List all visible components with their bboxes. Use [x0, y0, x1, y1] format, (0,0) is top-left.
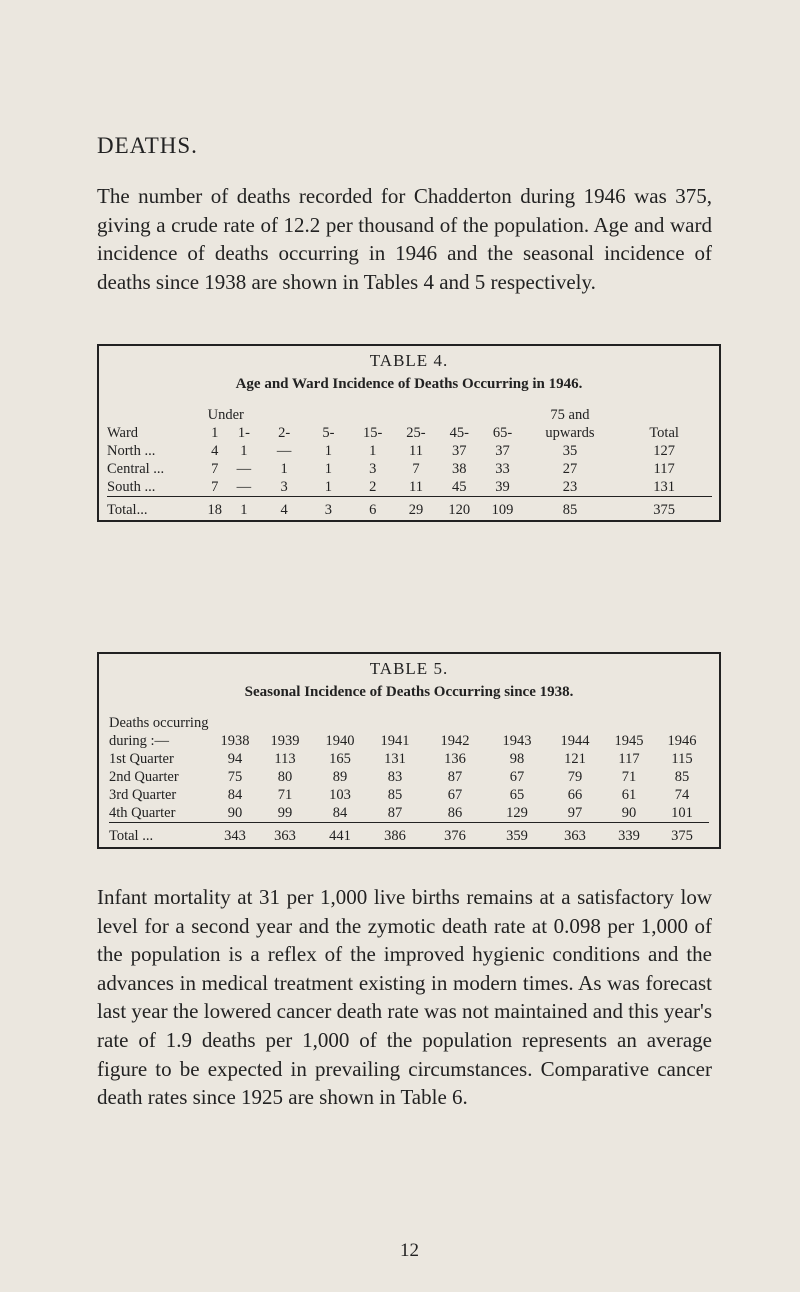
table-4-total-cell: 18: [204, 497, 226, 521]
table-5-grid: [109, 714, 709, 846]
table-5-cell: 90: [227, 804, 243, 821]
table-4-header-cell: 1: [211, 424, 219, 441]
table-5-cell: 80: [277, 768, 293, 785]
table-5-cell: 94: [227, 750, 243, 767]
table-4-grid: [107, 406, 712, 520]
table-4-cell: —: [236, 478, 252, 495]
table-5-cell: 74: [674, 786, 690, 803]
table-5-subtitle: Seasonal Incidence of Deaths Occurring since 1938.: [244, 684, 574, 700]
table-5-header-top: [109, 714, 709, 732]
table-5-total-cell: 363: [257, 823, 313, 847]
table-4-header: [107, 424, 712, 442]
table-5-cell: 136: [444, 750, 466, 767]
table-5-cell: 84: [332, 804, 348, 821]
table-5-cell: 66: [567, 786, 583, 803]
table-4-cell: 4: [211, 442, 219, 459]
table-4-header-cell: 2-: [278, 424, 291, 441]
table-4-cell: North ...: [107, 442, 156, 459]
table-4-header-cell: 5-: [322, 424, 335, 441]
table-4-cell: 1: [240, 442, 248, 459]
table-4-cell: Central ...: [107, 460, 165, 477]
table-5-total-cell: 441: [313, 823, 367, 847]
page-heading: DEATHS.: [97, 133, 198, 158]
table-4-cell: —: [276, 442, 292, 459]
table-5-total-row: [109, 823, 709, 847]
table-4-cell: 7: [211, 460, 219, 477]
table-5-total-cell: 359: [487, 823, 547, 847]
table-5-cell: 115: [671, 750, 693, 767]
table-5-cell: 65: [509, 786, 525, 803]
table-4-header-cell: 1-: [237, 424, 250, 441]
table-row: [109, 768, 709, 786]
table-5-cell: 61: [621, 786, 637, 803]
table-5-cell: 85: [674, 768, 690, 785]
table-5-title: TABLE 5.: [369, 659, 449, 678]
table-4-cell: 33: [495, 460, 510, 477]
table-5-cell: 90: [621, 804, 637, 821]
table-5-header-cell: 1939: [270, 732, 300, 749]
table-4-header-cell: Total: [649, 424, 679, 441]
table-4-cell: 45: [452, 478, 467, 495]
table-4-header-cell: Ward: [107, 424, 139, 441]
table-4-total-cell: 29: [395, 497, 437, 521]
table-5-cell: 99: [277, 804, 293, 821]
table-4-total-cell: 1: [226, 497, 262, 521]
table-5-cell: 121: [564, 750, 586, 767]
table-5-cell: 129: [506, 804, 528, 821]
table-4-subtitle: Age and Ward Incidence of Deaths Occurring in 1946.: [235, 376, 583, 392]
table-5-header-cell: 1942: [440, 732, 470, 749]
table-4-total-cell: 6: [351, 497, 395, 521]
table-4-total-cell: 4: [262, 497, 306, 521]
table-5-total-cell: 339: [603, 823, 655, 847]
table-5-cell: 97: [567, 804, 583, 821]
table-4-total-cell: 120: [437, 497, 481, 521]
header-75-and: 75 and: [550, 406, 590, 423]
table-4-cell: 1: [324, 478, 333, 495]
table-5-cell: 71: [621, 768, 637, 785]
table-row: [107, 478, 712, 497]
table-4-cell: 2: [369, 478, 377, 495]
table-5-header-cell: during :—: [109, 732, 170, 749]
table-4-total-cell: 3: [306, 497, 350, 521]
table-4-cell: 27: [562, 460, 578, 477]
table-4-cell: 1: [324, 460, 333, 477]
table-4-total-cell: Total...: [107, 497, 204, 521]
table-4-total-cell: 85: [524, 497, 617, 521]
table-4-header-cell: 25-: [406, 424, 426, 441]
table-4-header-top: [107, 406, 712, 424]
table-row: [107, 442, 712, 460]
table-5-cell: 4th Quarter: [109, 804, 176, 821]
table-4-cell: 117: [653, 460, 675, 477]
table-5-total-cell: 343: [213, 823, 257, 847]
table-4-cell: 7: [412, 460, 420, 477]
table-5-header: [109, 732, 709, 750]
table-5-header-cell: 1946: [667, 732, 697, 749]
table-row: [109, 786, 709, 804]
table-5-cell: 84: [227, 786, 243, 803]
table-5-cell: 75: [227, 768, 243, 785]
table-4-title: TABLE 4.: [369, 351, 449, 370]
table-5-cell: 117: [618, 750, 640, 767]
table-4-cell: 3: [369, 460, 377, 477]
table-5-cell: 3rd Quarter: [109, 786, 177, 803]
table-4-total-cell: 109: [481, 497, 523, 521]
header-deaths-occurring: Deaths occurring: [109, 714, 209, 731]
table-5-total-cell: Total ...: [109, 823, 213, 847]
table-5-cell: 85: [387, 786, 403, 803]
table-5-cell: 67: [509, 768, 525, 785]
table-5-header-cell: 1941: [380, 732, 410, 749]
table-5-header-cell: 1945: [614, 732, 644, 749]
table-4-cell: 1: [324, 442, 333, 459]
table-4-cell: 127: [653, 442, 675, 459]
table-4-cell: 131: [653, 478, 675, 495]
table-4-header-cell: 65-: [492, 424, 513, 441]
table-5-cell: 71: [277, 786, 293, 803]
table-row: [107, 460, 712, 478]
table-4-header-cell: upwards: [545, 424, 595, 441]
table-5: [97, 652, 721, 849]
intro-paragraph: The number of deaths recorded for Chadderton during 1946 was 375, giving a crude rate of 12.2 per thousand of the population. Age and ward incidence of deaths occurring in 1946 and the seasonal incidence of deaths since 1938 are shown in Tables 4 and 5 respectively.: [97, 184, 712, 294]
table-5-cell: 86: [447, 804, 463, 821]
table-5-header-cell: 1938: [220, 732, 250, 749]
table-5-cell: 1st Quarter: [109, 750, 174, 767]
table-5-cell: 79: [567, 768, 583, 785]
table-4-cell: 23: [562, 478, 578, 495]
table-4-cell: 35: [562, 442, 578, 459]
table-4-cell: —: [236, 460, 252, 477]
table-4-cell: 11: [408, 478, 423, 495]
table-4-header-cell: 15-: [363, 424, 383, 441]
table-4-cell: South ...: [107, 478, 156, 495]
table-5-cell: 89: [332, 768, 348, 785]
table-4-cell: 1: [280, 460, 288, 477]
table-5-total-cell: 363: [547, 823, 603, 847]
table-5-cell: 67: [447, 786, 463, 803]
table-5-cell: 101: [671, 804, 693, 821]
table-4-cell: 1: [369, 442, 377, 459]
page-number: 12: [400, 1240, 419, 1261]
table-5-cell: 83: [387, 768, 403, 785]
table-4-cell: 38: [452, 460, 467, 477]
table-4-cell: 37: [452, 442, 467, 459]
table-4-cell: 39: [495, 478, 510, 495]
table-5-header-cell: 1943: [502, 732, 532, 749]
table-4-cell: 11: [408, 442, 423, 459]
table-5-cell: 2nd Quarter: [109, 768, 179, 785]
table-4-cell: 7: [211, 478, 219, 495]
table-5-total-cell: 386: [367, 823, 423, 847]
table-4-cell: 3: [280, 478, 288, 495]
table-5-cell: 98: [509, 750, 525, 767]
table-5-header-cell: 1944: [560, 732, 590, 749]
table-5-cell: 165: [329, 750, 351, 767]
table-row: [109, 750, 709, 768]
table-4: [97, 344, 721, 522]
table-5-cell: 87: [447, 768, 463, 785]
header-under: Under: [207, 406, 244, 423]
table-5-cell: 103: [329, 786, 351, 803]
table-5-cell: 131: [384, 750, 406, 767]
table-4-total-cell: 375: [616, 497, 712, 521]
table-4-cell: 37: [495, 442, 510, 459]
table-5-total-cell: 376: [423, 823, 487, 847]
table-5-header-cell: 1940: [325, 732, 355, 749]
table-row: [109, 804, 709, 823]
closing-paragraph: Infant mortality at 31 per 1,000 live births remains at a satisfactory low level for a second year and the zymotic death rate at 0.098 per 1,000 of the population is a reflex of the improved hygienic conditions and the advances in medical treatment existing in modern times. As was forecast last year the lowered cancer death rate was not maintained and this year's rate of 1.9 deaths per 1,000 of the population represents an average figure to be expected in prevailing circumstances. Comparative cancer death rates since 1925 are shown in Table 6.: [97, 885, 712, 1110]
table-5-total-cell: 375: [655, 823, 709, 847]
table-5-cell: 87: [387, 804, 403, 821]
table-4-header-cell: 45-: [449, 424, 469, 441]
table-4-total-row: [107, 497, 712, 521]
table-5-cell: 113: [274, 750, 296, 767]
